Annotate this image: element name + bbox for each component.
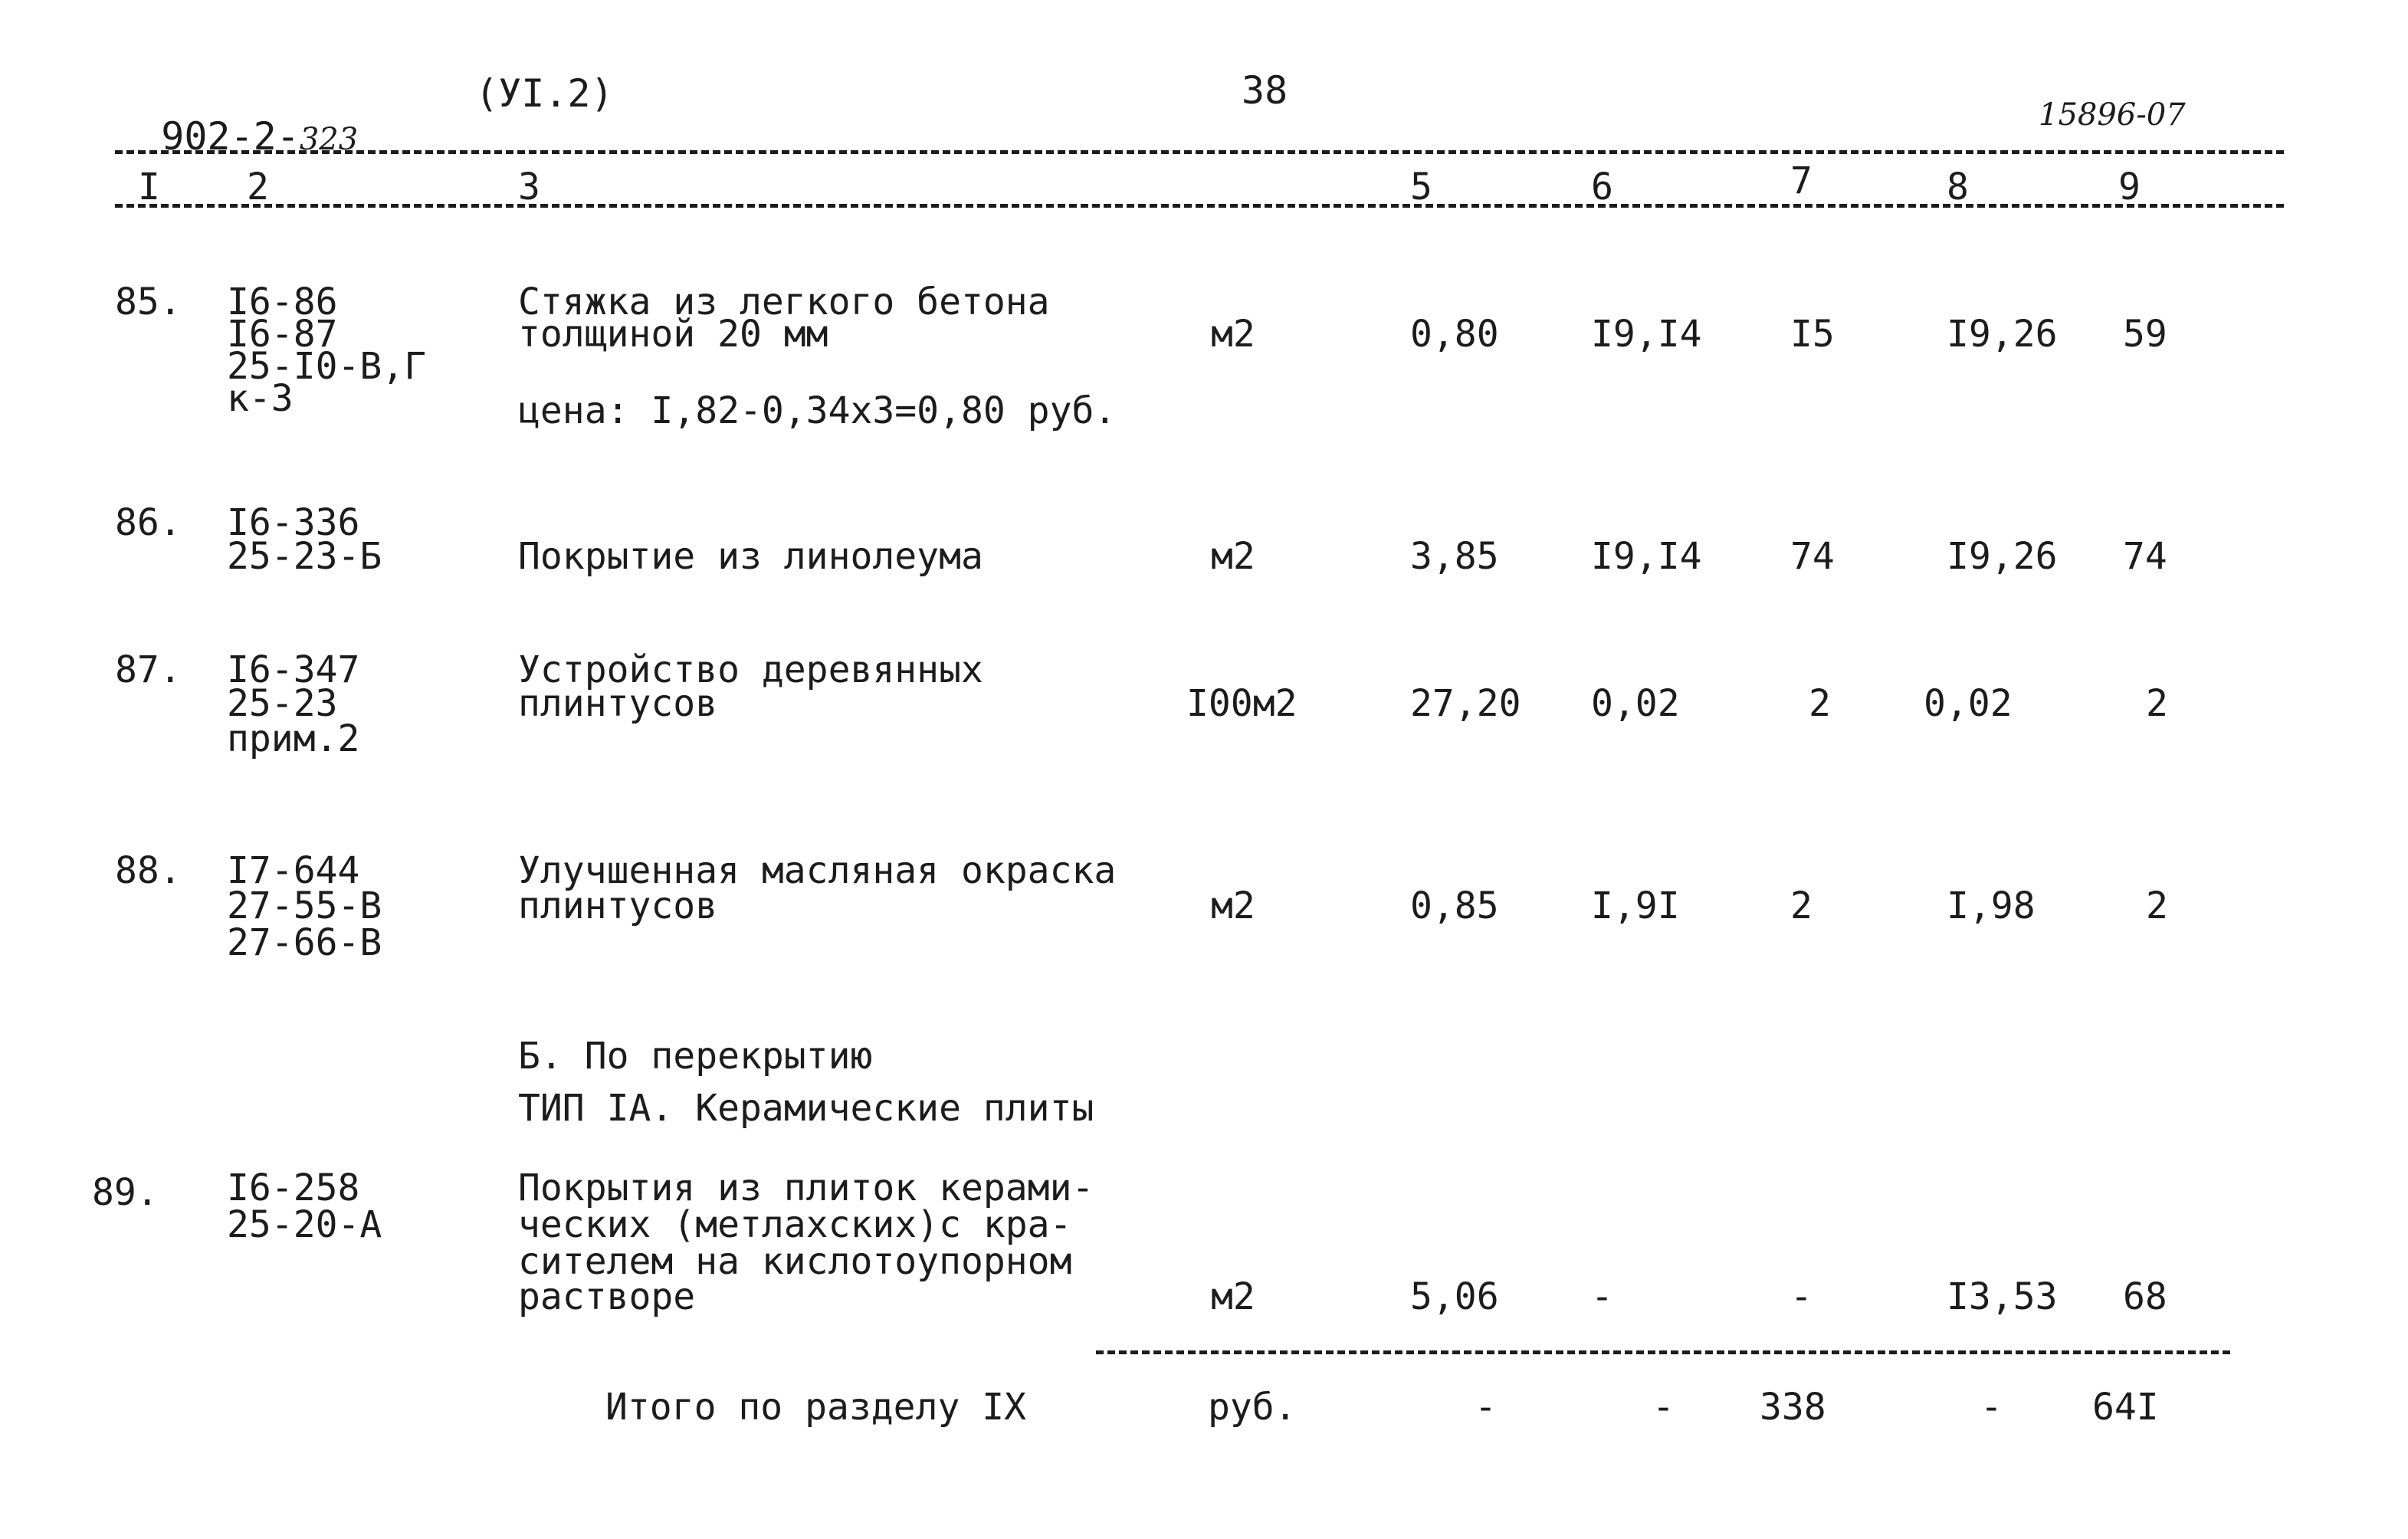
row-description: Покрытие из линолеума: [518, 535, 983, 578]
header-divider-bottom: [115, 204, 2284, 208]
row-code: прим.2: [227, 717, 360, 760]
total-col-5: -: [1475, 1386, 1497, 1429]
total-divider: [1096, 1350, 2230, 1354]
row-description: Покрытия из плиток керами-: [518, 1167, 1094, 1209]
row-code: I6-86: [227, 281, 338, 323]
total-unit: руб.: [1208, 1386, 1297, 1429]
column-header-7: 7: [1790, 159, 1813, 202]
row-col-5: 27,20: [1410, 682, 1521, 725]
column-header-5: 5: [1410, 166, 1432, 208]
row-col-8: I9,26: [1947, 313, 2058, 356]
row-col-5: 3,85: [1410, 535, 1499, 578]
section-subheading: ТИП IА. Керамические плиты: [518, 1087, 1094, 1130]
row-col-9: 2: [2146, 884, 2168, 927]
row-col-6: I9,I4: [1591, 313, 1702, 356]
row-col-8: I,98: [1947, 884, 2036, 927]
row-col-6: 0,02: [1591, 682, 1680, 725]
row-col-7: 74: [1790, 535, 1835, 578]
column-header-2: 2: [247, 166, 269, 208]
row-description: Улучшенная масляная окраска: [518, 849, 1117, 892]
row-col-9: 68: [2123, 1275, 2167, 1318]
row-price-note: цена: I,82-0,34х3=0,80 руб.: [518, 389, 1117, 432]
row-description: растворе: [518, 1275, 696, 1318]
row-unit: I00м2: [1186, 682, 1297, 725]
row-code: I6-336: [227, 501, 360, 544]
row-code: I6-87: [227, 313, 338, 356]
row-description: плинтусов: [518, 682, 718, 725]
row-col-7: 2: [1790, 884, 1813, 927]
total-label: Итого по разделу IХ: [605, 1386, 1027, 1429]
row-code: I6-347: [227, 648, 360, 691]
row-code: 27-55-В: [227, 884, 382, 927]
row-description: Устройство деревянных: [518, 648, 983, 691]
row-number: 88.: [115, 849, 182, 892]
row-number: 85.: [115, 281, 182, 323]
row-code: 27-66-В: [227, 921, 382, 964]
total-col-6: -: [1652, 1386, 1675, 1429]
total-col-9: 64I: [2092, 1386, 2159, 1429]
page-number: 38: [1242, 68, 1288, 113]
row-description: сителем на кислотоупорном: [518, 1240, 1072, 1283]
row-description: толщиной 20 мм: [518, 313, 828, 356]
row-col-6: I9,I4: [1591, 535, 1702, 578]
row-col-7: 2: [1809, 682, 1831, 725]
row-col-5: 5,06: [1410, 1275, 1499, 1318]
row-code: 25-23-Б: [227, 535, 382, 578]
row-col-9: 59: [2123, 313, 2167, 356]
row-code: 25-20-А: [227, 1203, 382, 1246]
archive-reference: 15896-07: [2039, 97, 2186, 133]
row-unit: м2: [1211, 884, 1255, 927]
row-col-7: -: [1790, 1275, 1813, 1318]
document-code: [115, 77, 358, 159]
row-code: 25-I0-В,Г: [227, 345, 427, 388]
document-code-handwritten: 323: [299, 122, 359, 157]
row-code: 25-23: [227, 682, 338, 725]
row-col-5: 0,80: [1410, 313, 1499, 356]
row-unit: м2: [1211, 535, 1255, 578]
row-col-9: 2: [2146, 682, 2168, 725]
column-header-8: 8: [1947, 166, 1969, 208]
row-unit: м2: [1211, 1275, 1255, 1318]
row-description: Стяжка из легкого бетона: [518, 281, 1050, 323]
row-code: I7-644: [227, 849, 360, 892]
row-col-8: 0,02: [1924, 682, 2013, 725]
column-header-6: 6: [1591, 166, 1613, 208]
column-header-1: I: [138, 166, 160, 208]
row-code: к-3: [227, 377, 294, 420]
column-header-3: 3: [518, 166, 540, 208]
row-col-8: I3,53: [1947, 1275, 2058, 1318]
row-col-9: 74: [2123, 535, 2167, 578]
row-col-6: I,9I: [1591, 884, 1680, 927]
column-header-9: 9: [2118, 166, 2141, 208]
row-col-8: I9,26: [1947, 535, 2058, 578]
row-col-5: 0,85: [1410, 884, 1499, 927]
header-divider-top: [115, 150, 2284, 154]
total-col-7: 338: [1760, 1386, 1826, 1429]
total-col-8: -: [1980, 1386, 2003, 1429]
row-unit: м2: [1211, 313, 1255, 356]
row-col-6: -: [1591, 1275, 1613, 1318]
section-label: (УI.2): [475, 71, 614, 116]
row-col-7: I5: [1790, 313, 1835, 356]
row-number: 87.: [115, 648, 182, 691]
row-number: 89.: [92, 1171, 159, 1214]
row-description: ческих (метлахских)с кра-: [518, 1203, 1072, 1246]
section-heading: Б. По перекрытию: [518, 1035, 873, 1078]
row-code: I6-258: [227, 1167, 360, 1209]
document-code-prefix: 902-2-: [161, 114, 300, 159]
row-number: 86.: [115, 501, 182, 544]
row-description: плинтусов: [518, 884, 718, 927]
